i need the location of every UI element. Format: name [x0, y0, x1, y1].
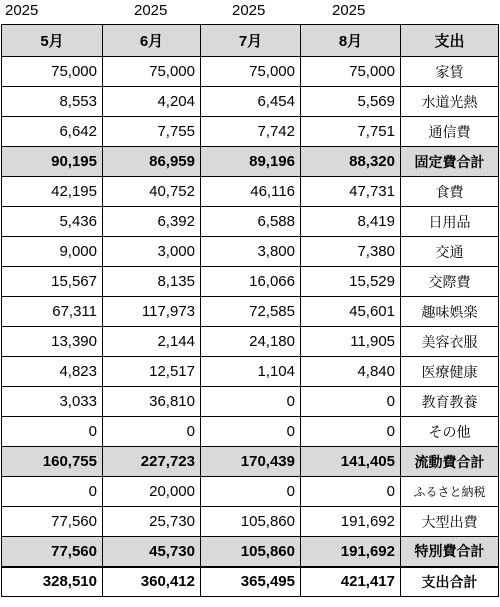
table-row: [2, 357, 499, 387]
value-cell-may: 90,195: [2, 147, 103, 177]
table-row: [2, 117, 499, 147]
value-cell-aug: 191,692: [301, 537, 401, 567]
subtotal-row: [2, 537, 499, 567]
table-body: [2, 57, 499, 597]
value-cell-jun: 40,752: [103, 177, 201, 207]
category-cell: 支出合計: [401, 567, 499, 597]
value-cell-jun: 45,730: [103, 537, 201, 567]
value-cell-may: 77,560: [2, 507, 103, 537]
value-cell-aug: 15,529: [301, 267, 401, 297]
value-cell-jul: 7,742: [201, 117, 301, 147]
value-cell-jun: 4,204: [103, 87, 201, 117]
header-row: [2, 25, 499, 57]
table-row: [2, 477, 499, 507]
value-cell-aug: 8,419: [301, 207, 401, 237]
value-cell-jul: 46,116: [201, 177, 301, 207]
value-cell-jul: 170,439: [201, 447, 301, 477]
year-row: [0, 0, 500, 24]
value-cell-may: 4,823: [2, 357, 103, 387]
value-cell-jul: 105,860: [201, 507, 301, 537]
category-cell: 固定費合計: [401, 147, 499, 177]
expense-table: [1, 24, 499, 597]
value-cell-jul: 6,454: [201, 87, 301, 117]
value-cell-aug: 75,000: [301, 57, 401, 87]
table-row: [2, 207, 499, 237]
value-cell-jun: 8,135: [103, 267, 201, 297]
value-cell-aug: 141,405: [301, 447, 401, 477]
value-cell-jun: 6,392: [103, 207, 201, 237]
value-cell-jul: 1,104: [201, 357, 301, 387]
value-cell-aug: 88,320: [301, 147, 401, 177]
value-cell-jul: 24,180: [201, 327, 301, 357]
value-cell-jun: 7,755: [103, 117, 201, 147]
value-cell-aug: 0: [301, 477, 401, 507]
table-row: [2, 177, 499, 207]
value-cell-jun: 25,730: [103, 507, 201, 537]
value-cell-jun: 20,000: [103, 477, 201, 507]
value-cell-may: 328,510: [2, 567, 103, 597]
header-aug: 8月: [301, 25, 401, 57]
category-cell: 日用品: [401, 207, 499, 237]
year-label-jul: 2025: [232, 2, 266, 19]
header-category: 支出: [401, 25, 499, 57]
table-row: [2, 417, 499, 447]
value-cell-jul: 105,860: [201, 537, 301, 567]
category-cell: 大型出費: [401, 507, 499, 537]
value-cell-jun: 36,810: [103, 387, 201, 417]
value-cell-jul: 0: [201, 417, 301, 447]
header-may: 5月: [2, 25, 103, 57]
value-cell-jul: 72,585: [201, 297, 301, 327]
value-cell-aug: 7,380: [301, 237, 401, 267]
value-cell-aug: 421,417: [301, 567, 401, 597]
table-row: [2, 267, 499, 297]
value-cell-may: 0: [2, 477, 103, 507]
value-cell-aug: 191,692: [301, 507, 401, 537]
subtotal-row: [2, 447, 499, 477]
value-cell-may: 6,642: [2, 117, 103, 147]
value-cell-jun: 227,723: [103, 447, 201, 477]
category-cell: 趣味娯楽: [401, 297, 499, 327]
value-cell-jun: 75,000: [103, 57, 201, 87]
value-cell-jul: 365,495: [201, 567, 301, 597]
subtotal-row: [2, 147, 499, 177]
category-cell: 水道光熱: [401, 87, 499, 117]
value-cell-jun: 12,517: [103, 357, 201, 387]
table-row: [2, 87, 499, 117]
header-jul: 7月: [201, 25, 301, 57]
value-cell-may: 160,755: [2, 447, 103, 477]
category-cell: 医療健康: [401, 357, 499, 387]
value-cell-aug: 0: [301, 387, 401, 417]
year-label-may: 2025: [5, 2, 39, 19]
value-cell-jun: 0: [103, 417, 201, 447]
value-cell-may: 75,000: [2, 57, 103, 87]
value-cell-jun: 86,959: [103, 147, 201, 177]
value-cell-jul: 16,066: [201, 267, 301, 297]
value-cell-jul: 3,800: [201, 237, 301, 267]
value-cell-may: 15,567: [2, 267, 103, 297]
value-cell-aug: 47,731: [301, 177, 401, 207]
value-cell-may: 9,000: [2, 237, 103, 267]
value-cell-may: 5,436: [2, 207, 103, 237]
value-cell-aug: 45,601: [301, 297, 401, 327]
category-cell: その他: [401, 417, 499, 447]
value-cell-aug: 4,840: [301, 357, 401, 387]
category-cell: 流動費合計: [401, 447, 499, 477]
value-cell-aug: 11,905: [301, 327, 401, 357]
value-cell-may: 0: [2, 417, 103, 447]
category-cell: 食費: [401, 177, 499, 207]
table-row: [2, 327, 499, 357]
value-cell-jul: 6,588: [201, 207, 301, 237]
header-jun: 6月: [103, 25, 201, 57]
category-cell: 家賃: [401, 57, 499, 87]
table-row: [2, 507, 499, 537]
category-cell: 通信費: [401, 117, 499, 147]
table-row: [2, 297, 499, 327]
value-cell-jul: 0: [201, 387, 301, 417]
value-cell-jun: 3,000: [103, 237, 201, 267]
value-cell-jul: 0: [201, 477, 301, 507]
value-cell-jul: 89,196: [201, 147, 301, 177]
category-cell: ふるさと納税: [401, 477, 499, 507]
value-cell-aug: 0: [301, 417, 401, 447]
value-cell-jun: 2,144: [103, 327, 201, 357]
value-cell-may: 67,311: [2, 297, 103, 327]
value-cell-jul: 75,000: [201, 57, 301, 87]
value-cell-jun: 117,973: [103, 297, 201, 327]
category-cell: 美容衣服: [401, 327, 499, 357]
value-cell-may: 42,195: [2, 177, 103, 207]
value-cell-aug: 7,751: [301, 117, 401, 147]
value-cell-aug: 5,569: [301, 87, 401, 117]
table-row: [2, 237, 499, 267]
value-cell-jun: 360,412: [103, 567, 201, 597]
value-cell-may: 8,553: [2, 87, 103, 117]
category-cell: 教育教養: [401, 387, 499, 417]
value-cell-may: 77,560: [2, 537, 103, 567]
year-label-jun: 2025: [134, 2, 168, 19]
category-cell: 特別費合計: [401, 537, 499, 567]
category-cell: 交際費: [401, 267, 499, 297]
value-cell-may: 13,390: [2, 327, 103, 357]
table-row: [2, 387, 499, 417]
value-cell-may: 3,033: [2, 387, 103, 417]
grand-total-row: [2, 567, 499, 597]
year-label-aug: 2025: [332, 2, 366, 19]
category-cell: 交通: [401, 237, 499, 267]
table-row: [2, 57, 499, 87]
